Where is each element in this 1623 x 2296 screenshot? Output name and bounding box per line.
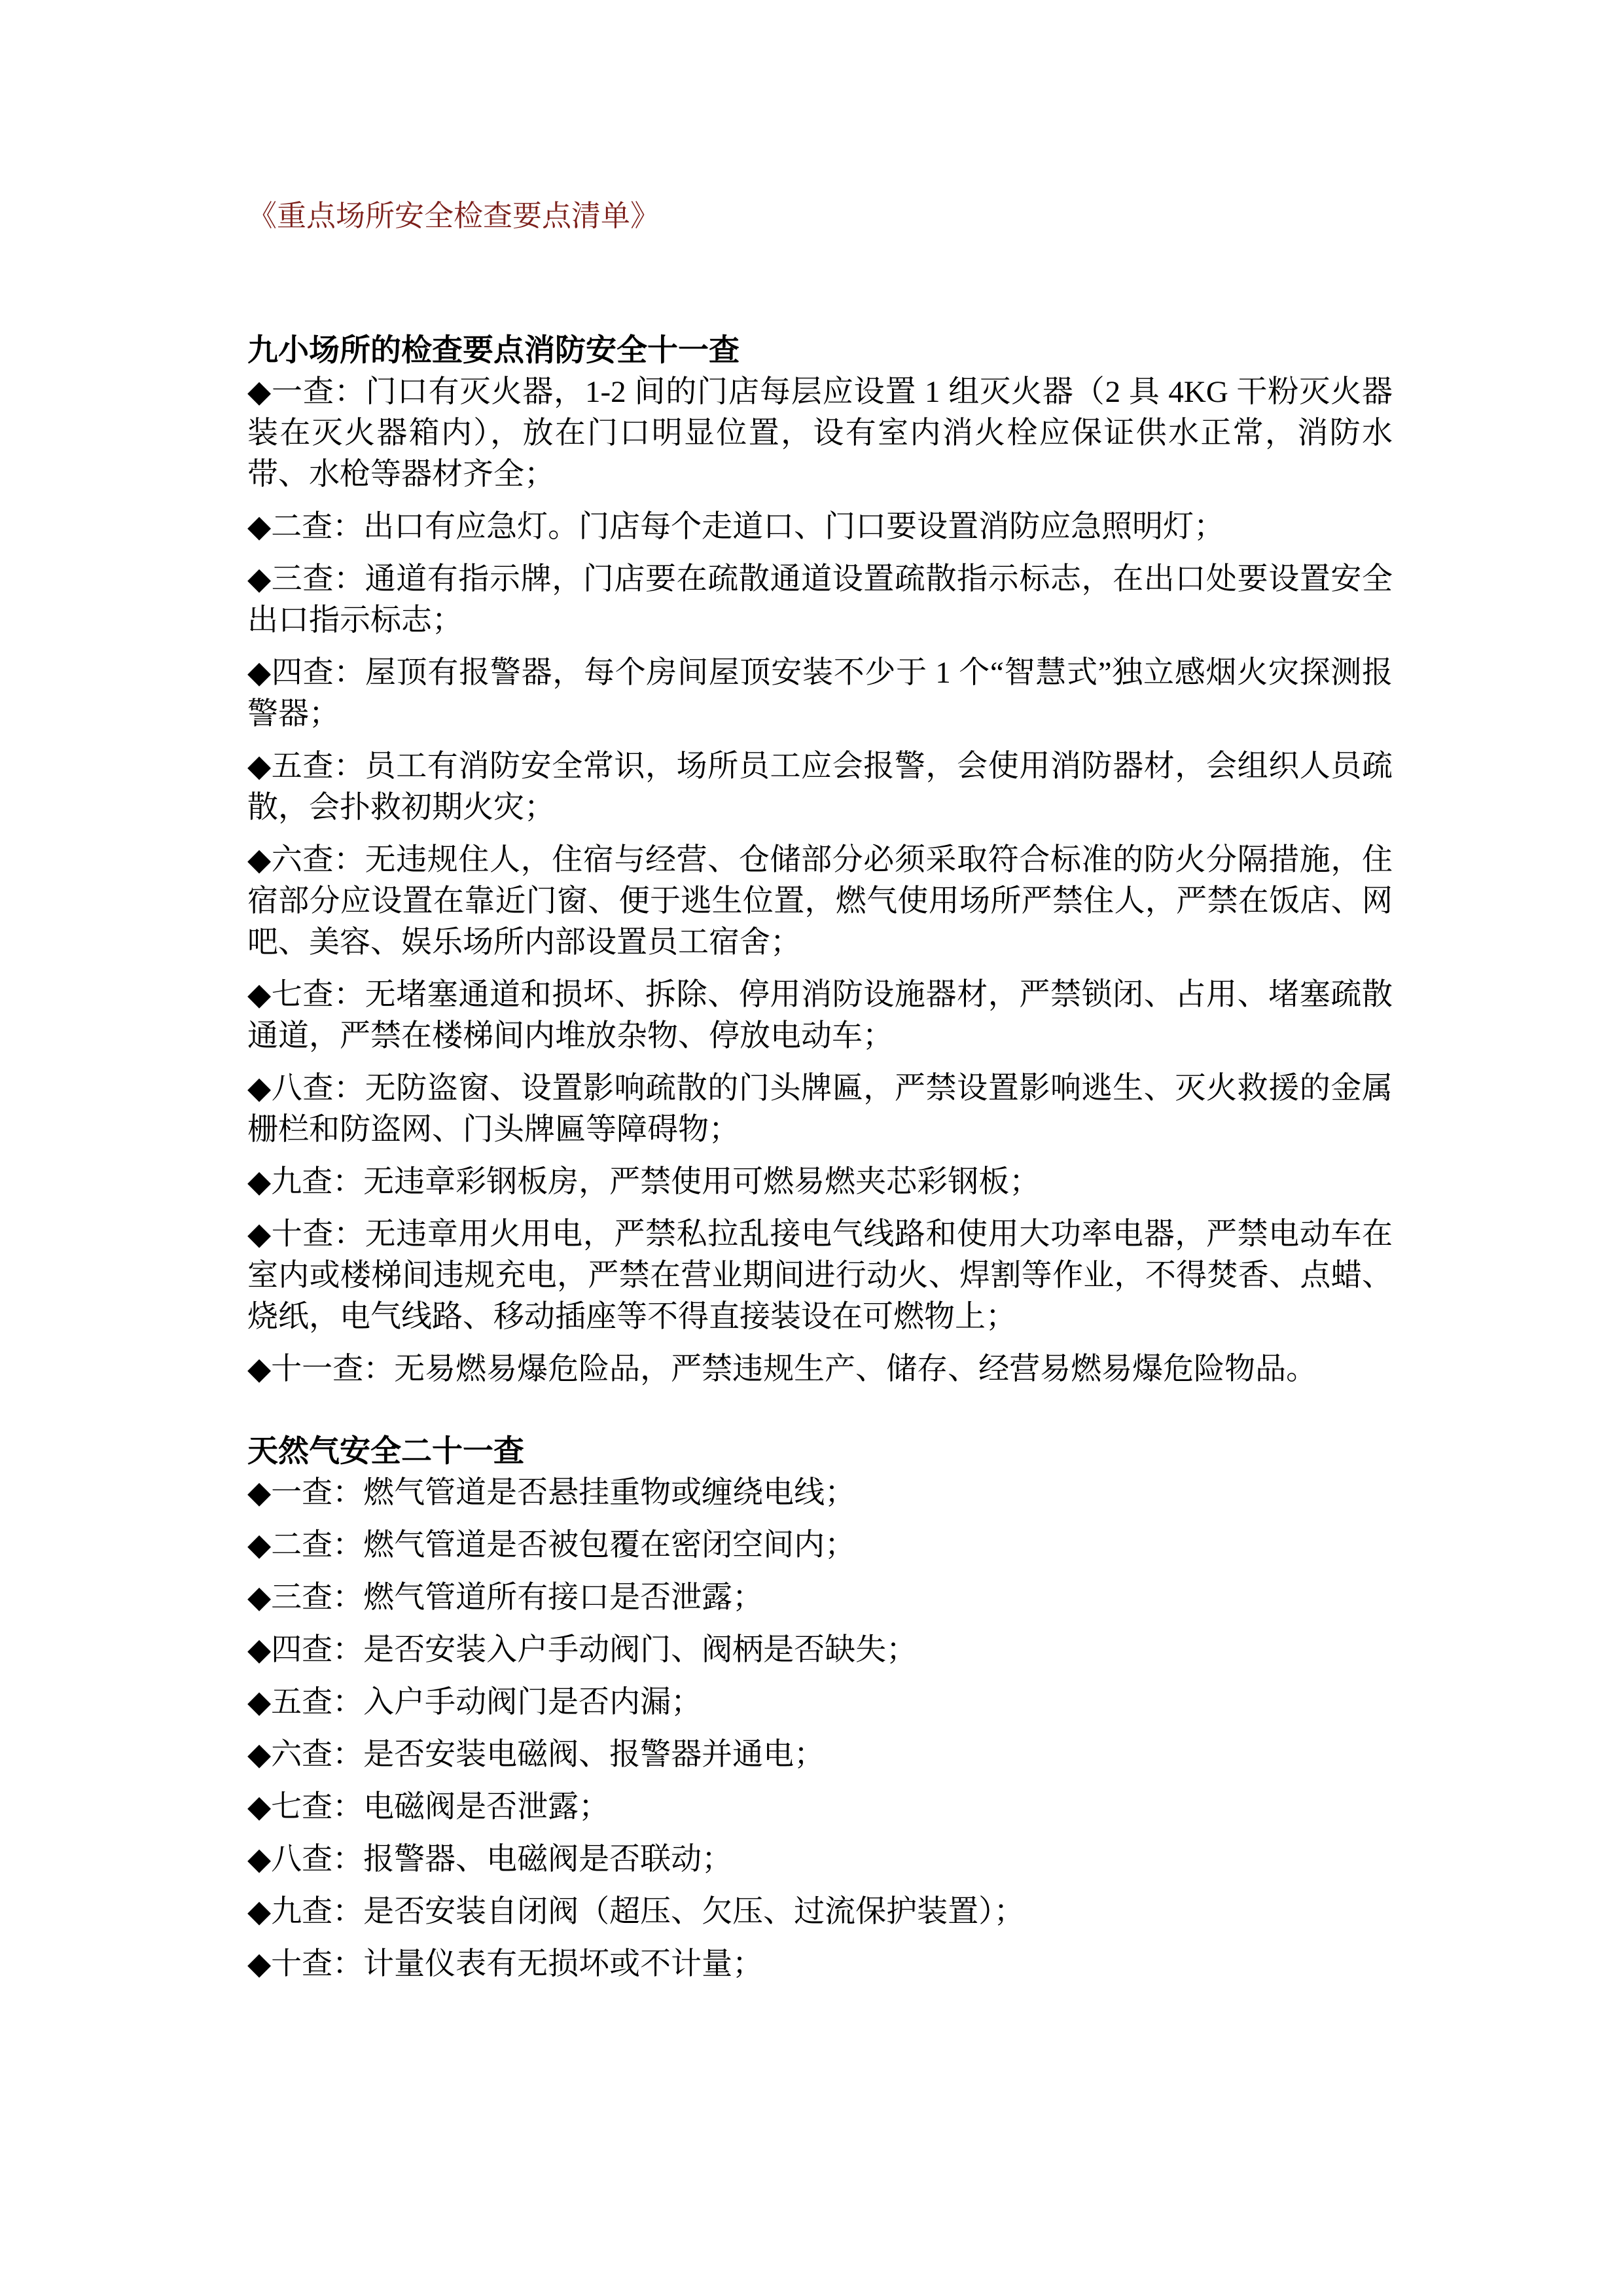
checklist-item-label: 八查：: [271, 1071, 365, 1105]
checklist-item-label: 四查：: [271, 656, 365, 690]
checklist-item-text: 无违规住人，住宿与经营、仓储部分必须采取符合标准的防火分隔措施，住宿部分应设置在靠近门窗、便于逃生位置，燃气使用场所严禁住人，严禁在饭店、网吧、美容、娱乐场所内部设置员工宿舍；: [247, 843, 1393, 960]
checklist-item-label: 四查：: [271, 1633, 364, 1667]
section-natural-gas-heading: 天然气安全二十一查: [247, 1435, 524, 1469]
checklist-item: [247, 1349, 1393, 1390]
checklist-item-text: 燃气管道所有接口是否泄露；: [363, 1581, 764, 1615]
checklist-item-text: 是否安装电磁阀、报警器并通电；: [363, 1738, 825, 1772]
checklist-item: [247, 1682, 1393, 1723]
diamond-bullet-icon: ◆: [247, 1842, 272, 1876]
checklist-item-text: 电磁阀是否泄露；: [363, 1790, 610, 1824]
checklist-item-text: 入户手动阀门是否内漏；: [363, 1685, 702, 1719]
diamond-bullet-icon: ◆: [247, 1947, 272, 1981]
diamond-bullet-icon: ◆: [247, 1581, 272, 1615]
checklist-item-text: 燃气管道是否被包覆在密闭空间内；: [363, 1528, 856, 1562]
checklist-item-text: 屋顶有报警器，每个房间屋顶安装不少于 1 个“智慧式”独立感烟火灾探测报警器；: [247, 656, 1393, 731]
checklist-item: [247, 1787, 1393, 1828]
fire-safety-checklist: [247, 372, 1393, 1390]
checklist-item-label: 十查：: [271, 1947, 364, 1981]
checklist-item: [247, 1944, 1393, 1985]
checklist-item-text: 计量仪表有无损坏或不计量；: [363, 1947, 764, 1981]
checklist-item: [247, 1630, 1393, 1671]
checklist-item: [247, 975, 1393, 1057]
diamond-bullet-icon: ◆: [247, 1217, 272, 1251]
checklist-item-label: 九查：: [271, 1165, 364, 1199]
diamond-bullet-icon: ◆: [247, 1738, 272, 1772]
checklist-item: [247, 1068, 1393, 1151]
diamond-bullet-icon: ◆: [247, 749, 272, 783]
natural-gas-checklist: [247, 1473, 1393, 1985]
checklist-item-label: 一查：: [271, 1476, 364, 1510]
checklist-item-text: 门口有灭火器，1-2 间的门店每层应设置 1 组灭火器（2 具 4KG 干粉灭火器装在灭火器箱内），放在门口明显位置，设有室内消火栓应保证供水正常，消防水带、水枪等器材齐全；: [247, 375, 1393, 492]
checklist-item-text: 员工有消防安全常识，场所员工应会报警，会使用消防器材，会组织人员疏散，会扑救初期火灾；: [247, 749, 1393, 825]
checklist-item: [247, 1577, 1393, 1619]
diamond-bullet-icon: ◆: [247, 1071, 272, 1105]
diamond-bullet-icon: ◆: [247, 1790, 272, 1824]
checklist-item-text: 是否安装入户手动阀门、阀柄是否缺失；: [363, 1633, 918, 1667]
checklist-item-label: 九查：: [271, 1895, 364, 1929]
checklist-item-text: 出口有应急灯。门店每个走道口、门口要设置消防应急照明灯；: [363, 510, 1225, 544]
checklist-item-label: 十一查：: [271, 1352, 395, 1386]
checklist-item-label: 七查：: [271, 1790, 364, 1824]
checklist-item: [247, 1525, 1393, 1566]
checklist-item-text: 无堵塞通道和损坏、拆除、停用消防设施器材，严禁锁闭、占用、堵塞疏散通道，严禁在楼梯间内堆放杂物、停放电动车；: [247, 978, 1393, 1053]
checklist-item: [247, 1839, 1393, 1880]
checklist-item-label: 二查：: [271, 510, 364, 544]
checklist-item: [247, 840, 1393, 963]
diamond-bullet-icon: ◆: [247, 1633, 272, 1667]
section-natural-gas-safety: [247, 1431, 1393, 1985]
checklist-item-label: 七查：: [271, 978, 365, 1012]
checklist-item: [247, 372, 1393, 495]
diamond-bullet-icon: ◆: [247, 510, 272, 544]
checklist-item: [247, 653, 1393, 735]
checklist-item: [247, 1162, 1393, 1203]
diamond-bullet-icon: ◆: [247, 1685, 272, 1719]
section-fire-safety-heading: 九小场所的检查要点消防安全十一查: [247, 334, 740, 368]
checklist-item-label: 二查：: [271, 1528, 364, 1562]
checklist-item: [247, 1473, 1393, 1514]
checklist-item-label: 五查：: [271, 749, 365, 783]
diamond-bullet-icon: ◆: [247, 1476, 272, 1510]
diamond-bullet-icon: ◆: [247, 375, 272, 409]
checklist-item-text: 无违章彩钢板房，严禁使用可燃易燃夹芯彩钢板；: [363, 1165, 1041, 1199]
checklist-item-label: 十查：: [271, 1217, 365, 1251]
checklist-item: [247, 1892, 1393, 1933]
checklist-item: [247, 559, 1393, 641]
document-title: 《重点场所安全检查要点清单》: [247, 200, 660, 232]
checklist-item: [247, 1214, 1393, 1338]
diamond-bullet-icon: ◆: [247, 656, 272, 690]
diamond-bullet-icon: ◆: [247, 562, 272, 596]
diamond-bullet-icon: ◆: [247, 978, 272, 1012]
checklist-item-label: 六查：: [271, 1738, 364, 1772]
diamond-bullet-icon: ◆: [247, 1165, 272, 1199]
checklist-item-text: 报警器、电磁阀是否联动；: [363, 1842, 733, 1876]
checklist-item-text: 无违章用火用电，严禁私拉乱接电气线路和使用大功率电器，严禁电动车在室内或楼梯间违规充电，严禁在营业期间进行动火、焊割等作业，不得焚香、点蜡、烧纸，电气线路、移动插座等不得直接装设在可燃物上；: [247, 1217, 1393, 1334]
diamond-bullet-icon: ◆: [247, 1895, 272, 1929]
checklist-item-text: 燃气管道是否悬挂重物或缠绕电线；: [363, 1476, 856, 1510]
checklist-item: [247, 1734, 1393, 1776]
checklist-item: [247, 507, 1393, 548]
checklist-item-label: 三查：: [271, 1581, 364, 1615]
checklist-item-label: 六查：: [271, 843, 365, 877]
checklist-item-label: 一查：: [272, 375, 366, 409]
checklist-item-label: 八查：: [271, 1842, 364, 1876]
checklist-item-text: 是否安装自闭阀（超压、欠压、过流保护装置）；: [363, 1895, 1025, 1929]
section-fire-safety: [247, 331, 1393, 1390]
diamond-bullet-icon: ◆: [247, 1528, 272, 1562]
diamond-bullet-icon: ◆: [247, 843, 272, 877]
checklist-item-text: 通道有指示牌，门店要在疏散通道设置疏散指示标志，在出口处要设置安全出口指示标志；: [247, 562, 1393, 637]
checklist-item: [247, 746, 1393, 829]
checklist-item-label: 五查：: [271, 1685, 364, 1719]
checklist-item-label: 三查：: [271, 562, 365, 596]
diamond-bullet-icon: ◆: [247, 1352, 272, 1386]
checklist-item-text: 无防盗窗、设置影响疏散的门头牌匾，严禁设置影响逃生、灭火救援的金属栅栏和防盗网、门头牌匾等障碍物；: [247, 1071, 1393, 1147]
checklist-item-text: 无易燃易爆危险品，严禁违规生产、储存、经营易燃易爆危险物品。: [394, 1352, 1317, 1386]
